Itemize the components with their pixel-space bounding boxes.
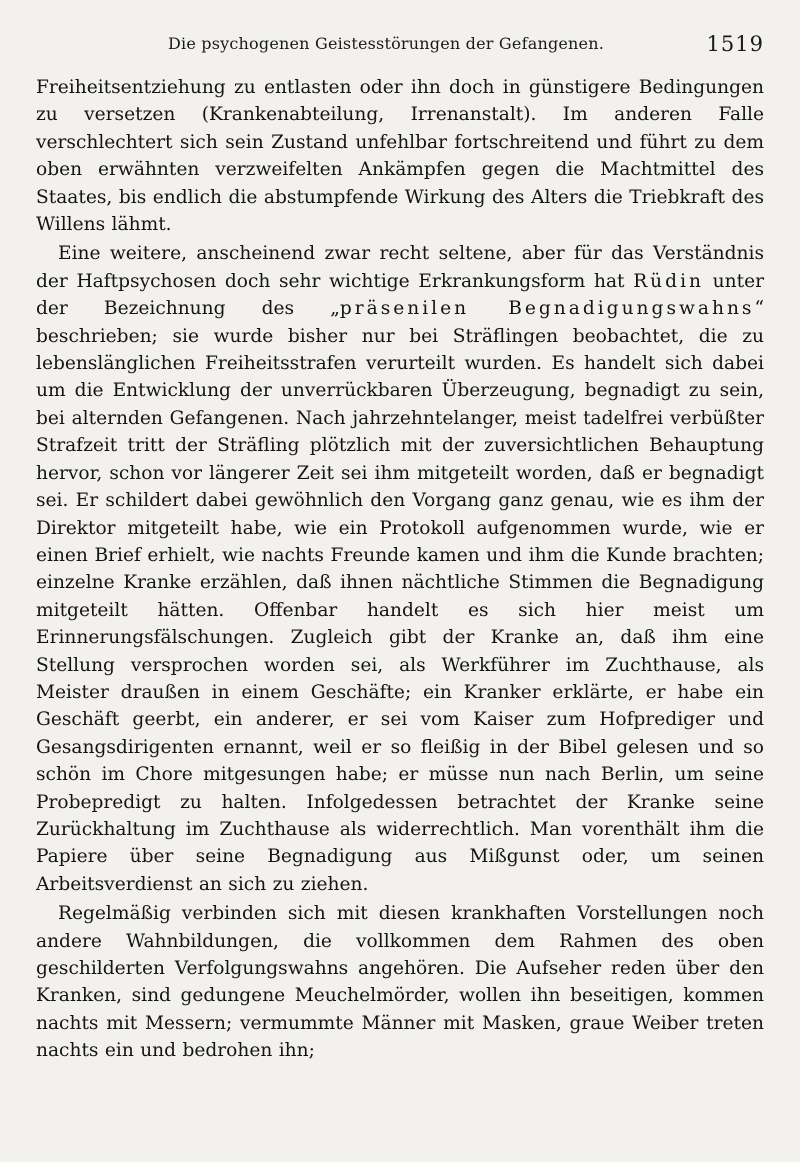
text-run: Regelmäßig verbinden sich mit diesen krankhaften Vorstellungen noch andere Wahnbildungen, die vollkommen dem Rahmen des oben geschilderten Verfolgungswahns angehören. Die Aufseher reden über den Kranken, sind gedungene Meuchelmörder, wollen ihn beseitigen, kommen nachts mit Messern; vermummte Männer mit Masken, graue Weiber treten nachts ein und bedrohen ihn;	[36, 903, 764, 1062]
paragraph-1	[36, 74, 764, 238]
text-run: unter der Bezeichnung des „	[36, 270, 764, 320]
text-run: Freiheitsentziehung zu entlasten oder ihn doch in günstigere Bedingungen zu versetzen (Krankenabteilung, Irrenanstalt). Im anderen Falle verschlechtert sich sein Zustand unfehlbar fortschreitend und führt zu dem oben erwähnten verzweifelten Ankämpfen gegen die Machtmittel des Staates, bis endlich die abstumpfende Wirkung des Alters die Triebkraft des Willens lähmt.	[36, 77, 764, 236]
running-header	[36, 32, 764, 60]
paragraph-3	[36, 900, 764, 1064]
header-title: Die psychogenen Geistesstörungen der Gefangenen.	[168, 34, 605, 53]
author-name-spaced: Rüdin	[633, 270, 704, 292]
text-run: “ beschrieben; sie wurde bisher nur bei Sträflingen beobachtet, die zu lebenslänglichen Freiheitsstrafen verurteilt wurden. Es handelt sich dabei um die Entwicklung der unverrückbaren Überzeugung, begnadigt zu sein, bei alternden Gefangenen. Nach jahrzehntelanger, meist tadelfrei verbüßter Strafzeit tritt der Sträfling plötzlich mit der zuversichtlichen Behauptung hervor, schon vor längerer Zeit sei ihm mitgeteilt worden, daß er begnadigt sei. Er schildert dabei gewöhnlich den Vorgang ganz genau, wie es ihm der Direktor mitgeteilt habe, wie ein Protokoll aufgenommen wurde, wie er einen Brief erhielt, wie nachts Freunde kamen und ihm die Kunde brachten; einzelne Kranke erzählen, daß ihnen nächtliche Stimmen die Begnadigung mitgeteilt hätten. Offenbar handelt es sich hier meist um Erinnerungsfälschungen. Zugleich gibt der Kranke an, daß ihm eine Stellung versprochen worden sei, als Werkführer im Zuchthause, als Meister draußen in einem Geschäfte; ein Kranker erklärte, er habe ein Geschäft geerbt, ein anderer, er sei vom Kaiser zum Hofprediger und Gesangsdirigenten ernannt, weil er so fleißig in der Bibel gelesen und so schön im Chore mitgesungen habe; er müsse nun nach Berlin, um seine Probepredigt zu halten. Infolgedessen betrachtet der Kranke seine Zurückhaltung im Zuchthause als widerrechtlich. Man vorenthält ihm die Papiere über seine Begnadigung aus Mißgunst oder, um seinen Arbeitsverdienst an sich zu ziehen.	[36, 298, 764, 895]
body-text	[36, 74, 764, 1065]
term-spaced: präsenilen Begnadigungswahns	[339, 298, 755, 320]
page-number: 1519	[706, 32, 764, 56]
paragraph-2	[36, 240, 764, 898]
text-run: Eine weitere, anscheinend zwar recht seltene, aber für das Verständnis der Haftpsychosen doch sehr wichtige Erkrankungsform hat	[36, 243, 764, 292]
